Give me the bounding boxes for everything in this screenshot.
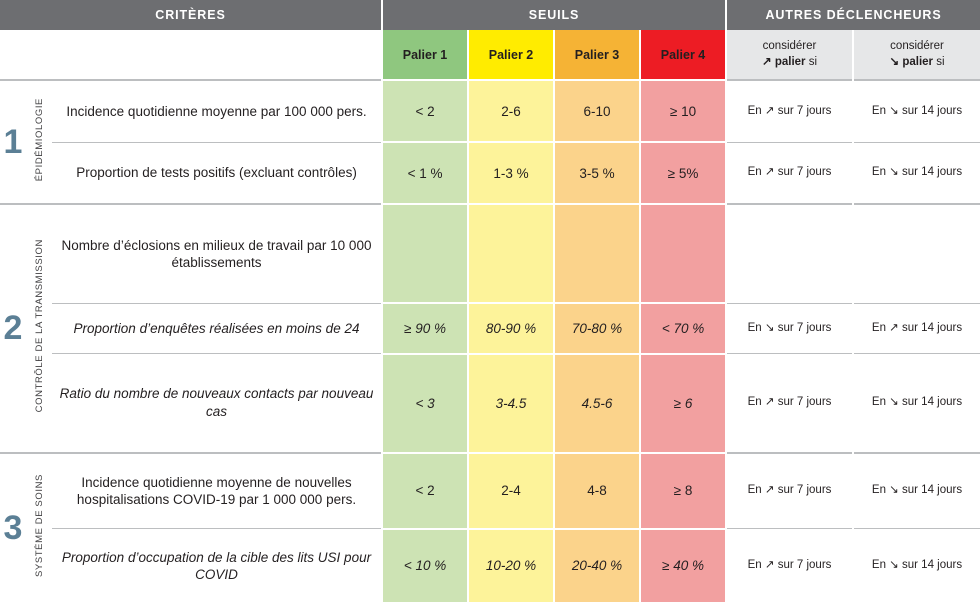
section-1-label-text: ÉPIDÉMIOLOGIE [33,98,45,182]
value-cell: ≥ 5% [640,142,726,204]
section-2-label [26,204,52,452]
table-row [0,142,980,204]
value-cell [554,204,640,303]
trigger-up-cell: En ↗ sur 7 jours [726,354,853,453]
table-row [0,303,980,353]
value-cell: ≥ 6 [640,354,726,453]
section-3-label-text: SYSTÈME DE SOINS [33,474,45,578]
trigger-down-cell: En ↘ sur 14 jours [853,354,980,453]
section-3-label [26,453,52,603]
trigger-up-line2-rest: si [805,55,818,68]
trigger-up-cell: En ↗ sur 7 jours [726,142,853,204]
table-row [0,80,980,142]
section-2-number: 2 [0,204,26,452]
palier-3-header: Palier 3 [554,30,640,80]
value-cell: 6-10 [554,80,640,142]
table-row [0,354,980,453]
value-cell: < 70 % [640,303,726,353]
section-2-label-text: CONTRÔLE DE LA TRANSMISSION [33,239,45,413]
section-1-label [26,80,52,204]
value-cell: < 10 % [382,529,468,603]
value-cell: 4-8 [554,453,640,529]
trigger-up-cell: En ↗ sur 7 jours [726,453,853,529]
trigger-up-cell: En ↗ sur 7 jours [726,529,853,603]
palier-1-header: Palier 1 [382,30,468,80]
value-cell: ≥ 10 [640,80,726,142]
trigger-down-header [853,30,980,80]
value-cell: 3-5 % [554,142,640,204]
criterion-label: Proportion d’occupation de la cible des lits USI pour COVID [52,529,382,603]
value-cell: 4.5-6 [554,354,640,453]
trigger-down-cell: En ↘ sur 14 jours [853,453,980,529]
criterion-label: Proportion de tests positifs (excluant contrôles) [52,142,382,204]
value-cell [382,204,468,303]
value-cell: 3-4.5 [468,354,554,453]
value-cell: 2-4 [468,453,554,529]
criterion-label: Ratio du nombre de nouveaux contacts par nouveau cas [52,354,382,453]
value-cell: ≥ 40 % [640,529,726,603]
criterion-label: Proportion d’enquêtes réalisées en moins de 24 [52,303,382,353]
trigger-up-cell: En ↗ sur 7 jours [726,80,853,142]
trigger-up-line2-bold: ↗ palier [762,55,806,68]
trigger-up-cell: En ↘ sur 7 jours [726,303,853,353]
value-cell: 1-3 % [468,142,554,204]
value-cell: 2-6 [468,80,554,142]
value-cell: < 2 [382,453,468,529]
trigger-down-line2-rest: si [933,55,945,68]
trigger-down-cell: En ↘ sur 14 jours [853,80,980,142]
trigger-up-header [726,30,853,80]
trigger-down-line2-bold: ↘ palier [889,55,934,68]
value-cell: < 2 [382,80,468,142]
value-cell [468,204,554,303]
value-cell: ≥ 90 % [382,303,468,353]
section-3-number: 3 [0,453,26,603]
value-cell: 70-80 % [554,303,640,353]
header-criteres: CRITÈRES [0,0,382,30]
header-seuils: SEUILS [382,0,726,30]
palier-row-spacer [0,30,382,80]
palier-2-header: Palier 2 [468,30,554,80]
section-1-number: 1 [0,80,26,204]
table-row [0,204,980,303]
table-row [0,453,980,529]
value-cell: 80-90 % [468,303,554,353]
table-row [0,529,980,603]
value-cell: ≥ 8 [640,453,726,529]
value-cell: < 3 [382,354,468,453]
trigger-up-cell [726,204,853,303]
value-cell: < 1 % [382,142,468,204]
trigger-up-line1: considérer [762,39,817,52]
trigger-down-cell: En ↘ sur 14 jours [853,142,980,204]
value-cell [640,204,726,303]
trigger-down-line1: considérer [890,39,944,52]
value-cell: 20-40 % [554,529,640,603]
criterion-label: Incidence quotidienne moyenne par 100 000 pers. [52,80,382,142]
criterion-label: Nombre d’éclosions en milieux de travail par 10 000 établissements [52,204,382,303]
palier-row [0,30,980,80]
criterion-label: Incidence quotidienne moyenne de nouvelles hospitalisations COVID-19 par 1 000 000 pers. [52,453,382,529]
trigger-down-cell: En ↘ sur 14 jours [853,529,980,603]
header-band-row [0,0,980,30]
value-cell: 10-20 % [468,529,554,603]
header-autres-declencheurs: AUTRES DÉCLENCHEURS [726,0,980,30]
palier-4-header: Palier 4 [640,30,726,80]
trigger-down-cell: En ↗ sur 14 jours [853,303,980,353]
trigger-down-cell [853,204,980,303]
